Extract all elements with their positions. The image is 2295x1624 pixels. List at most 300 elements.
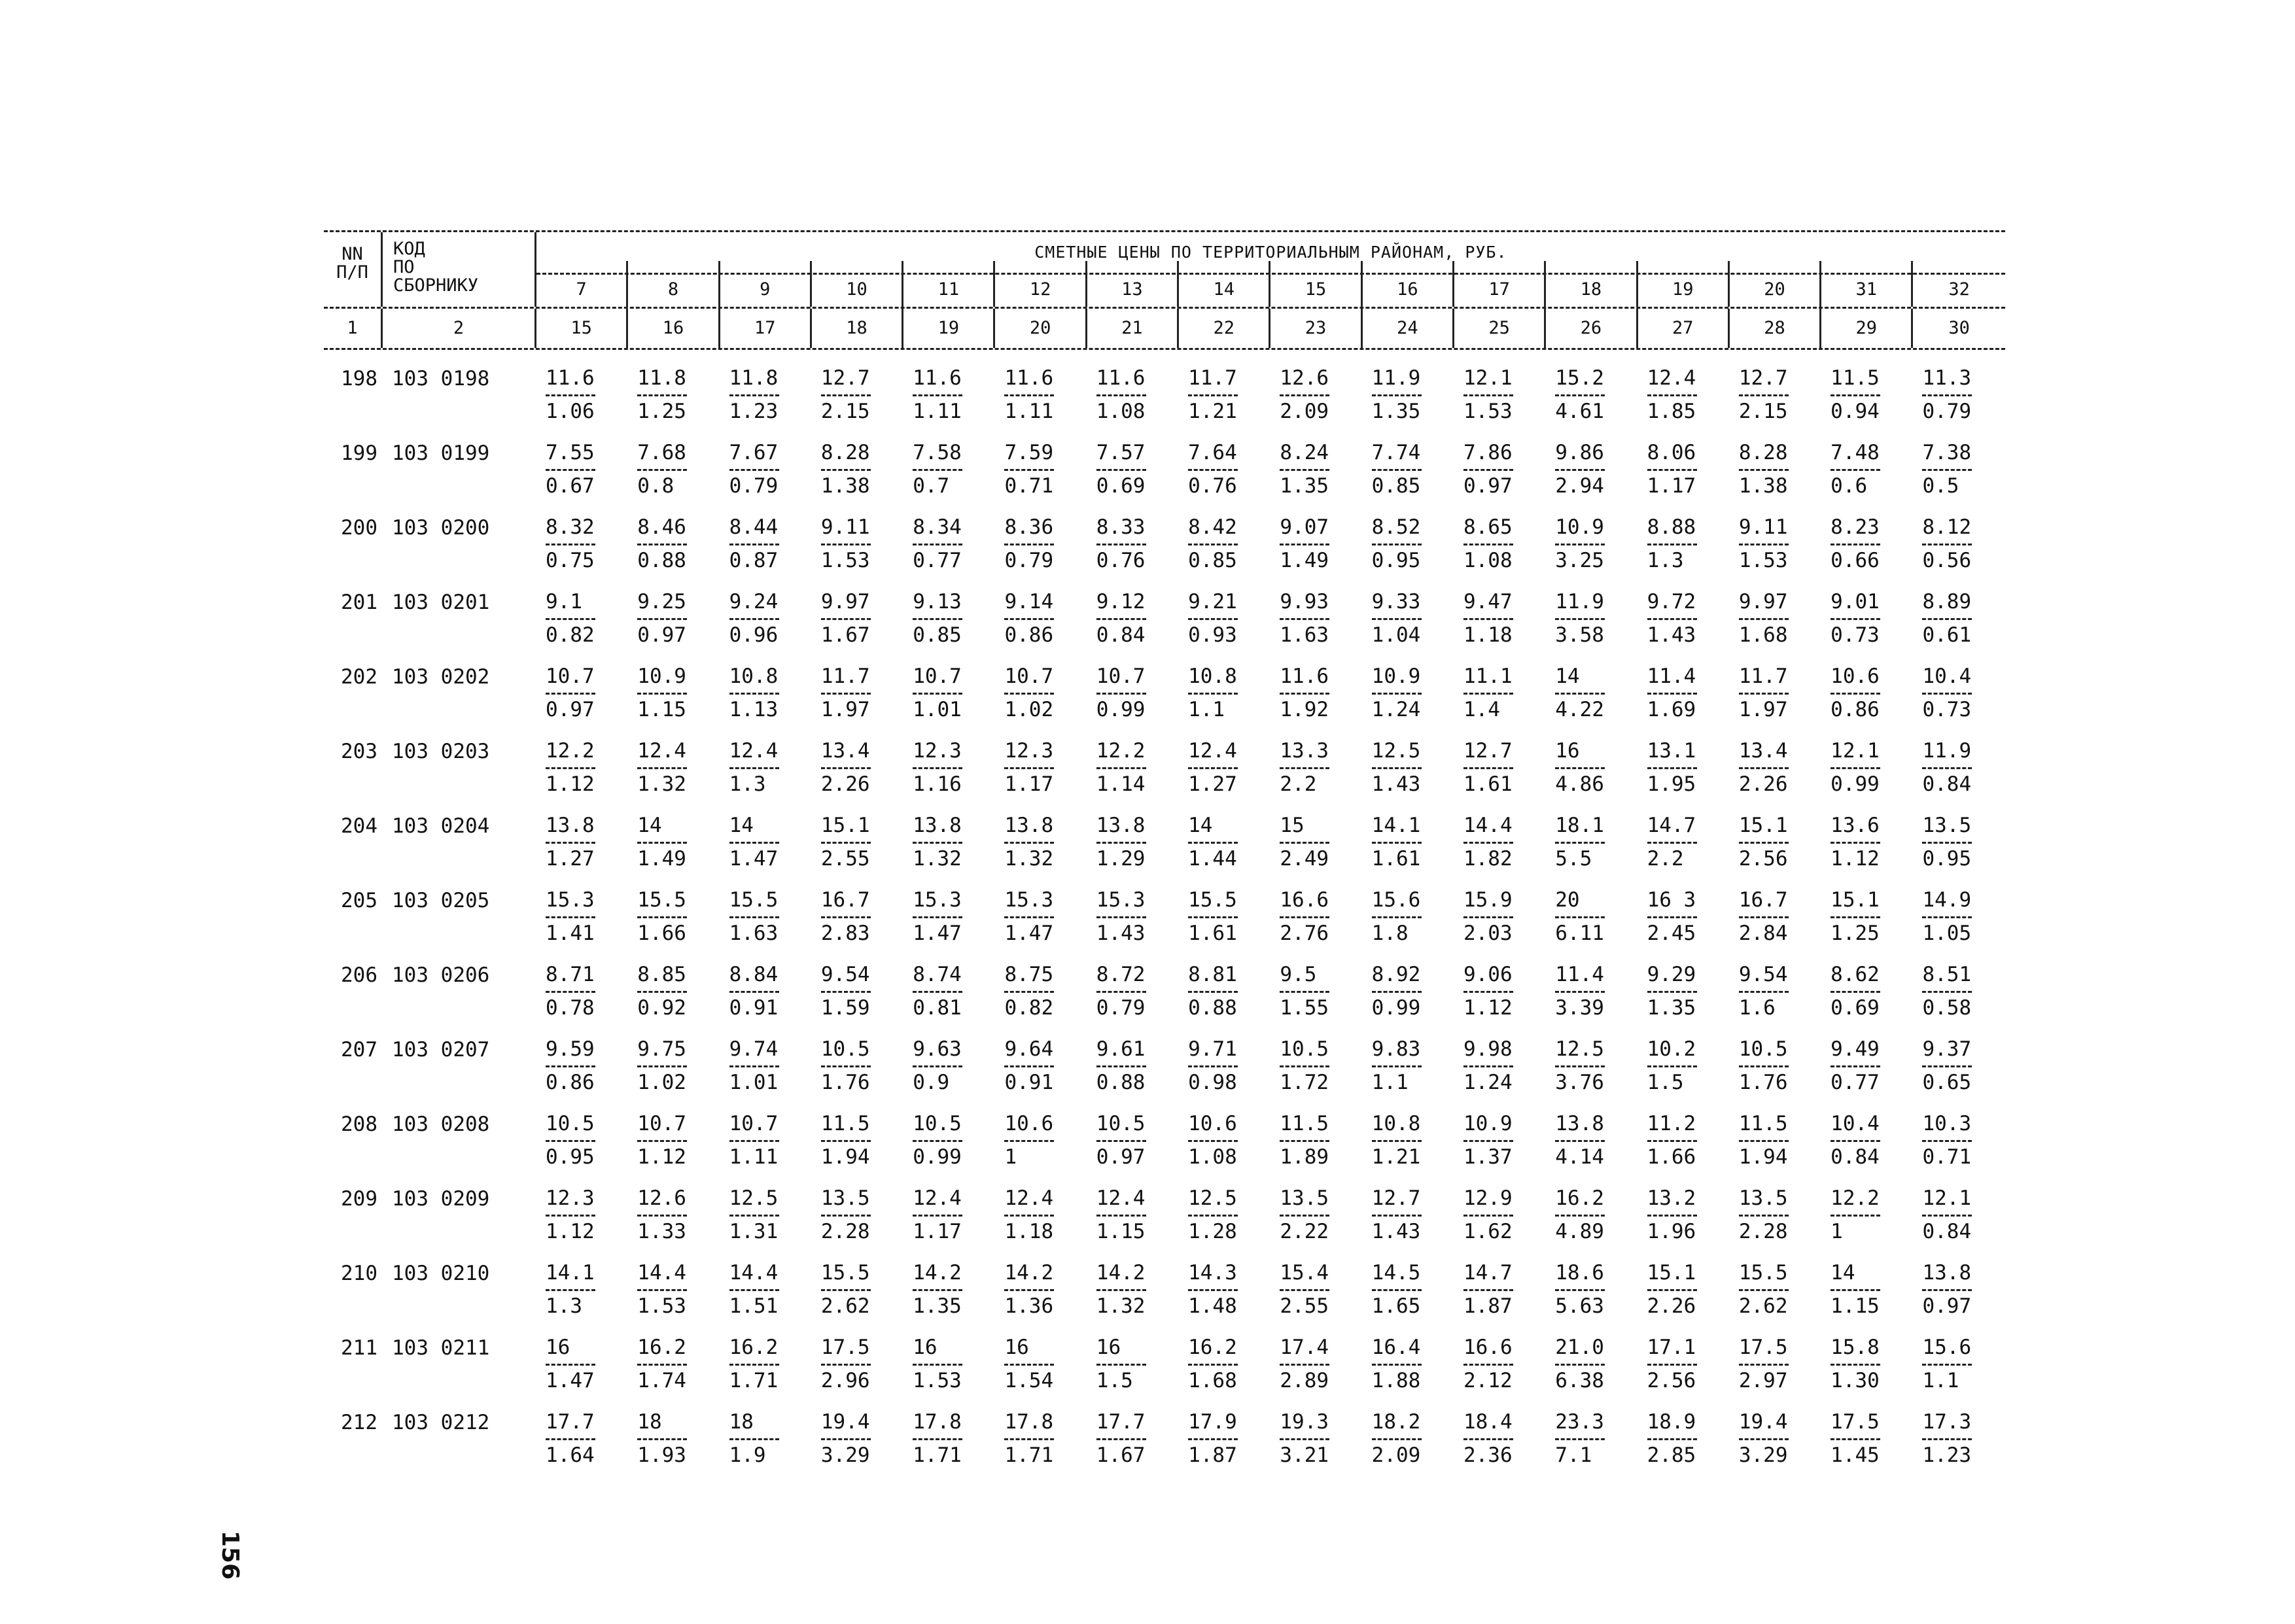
price-cell <box>1454 727 1546 801</box>
region-number: 8 <box>628 261 720 307</box>
price-cell <box>903 1174 995 1249</box>
price-denominator: 0.73 <box>1831 623 1880 647</box>
price-numerator: 8.65 <box>1463 515 1513 539</box>
price-numerator: 9.33 <box>1371 590 1421 613</box>
price-denominator: 2.36 <box>1463 1443 1513 1467</box>
price-cell <box>1179 503 1270 578</box>
fraction-bar <box>1463 544 1513 545</box>
row-number: 204 <box>341 814 377 838</box>
price-numerator: 14.4 <box>637 1261 686 1285</box>
price-numerator: 16.7 <box>820 888 870 912</box>
price-numerator: 20 <box>1555 888 1580 912</box>
price-denominator: 1.11 <box>913 400 962 423</box>
price-numerator: 15.2 <box>1555 366 1604 390</box>
fraction-bar <box>1831 991 1880 993</box>
price-denominator: 0.6 <box>1831 474 1868 498</box>
price-cell <box>995 652 1087 727</box>
fraction-bar <box>1463 916 1513 918</box>
fraction-bar <box>1096 1215 1146 1217</box>
fraction-bar <box>1739 1140 1789 1142</box>
price-numerator: 13.5 <box>820 1186 870 1210</box>
fraction-bar <box>546 618 595 620</box>
fraction-bar <box>1188 618 1238 620</box>
price-denominator: 2.55 <box>1280 1294 1329 1318</box>
regions-title-rule <box>536 273 2005 275</box>
price-denominator: 0.86 <box>1004 623 1054 647</box>
price-denominator: 1.82 <box>1463 847 1513 871</box>
fraction-bar <box>1096 767 1146 769</box>
price-cell <box>1087 1249 1179 1323</box>
price-cell <box>1730 876 1821 950</box>
table-row <box>324 1323 2005 1398</box>
price-denominator: 1.12 <box>1463 996 1513 1020</box>
price-cell <box>995 428 1087 503</box>
fraction-bar <box>1831 1289 1880 1291</box>
price-cell <box>1363 1174 1454 1249</box>
region-number: 11 <box>903 261 995 307</box>
fraction-bar <box>546 842 595 844</box>
price-cell <box>1913 1323 2005 1398</box>
price-numerator: 10.3 <box>1922 1112 1972 1135</box>
price-denominator: 2.76 <box>1280 922 1329 945</box>
fraction-bar <box>637 1364 687 1366</box>
price-numerator: 10.8 <box>729 665 779 688</box>
price-cell <box>1270 1025 1362 1099</box>
fraction-bar <box>1463 842 1513 844</box>
fraction-bar <box>729 842 779 844</box>
price-cell <box>1638 801 1730 876</box>
price-cell <box>628 950 720 1025</box>
price-cell <box>1179 1025 1270 1099</box>
fraction-bar <box>637 618 687 620</box>
price-denominator: 1.94 <box>1738 1145 1788 1169</box>
table-row <box>324 503 2005 578</box>
price-numerator: 9.59 <box>546 1037 595 1061</box>
fraction-bar <box>546 991 595 993</box>
price-numerator: 15.9 <box>1463 888 1513 912</box>
price-cell <box>1363 1249 1454 1323</box>
fraction-bar <box>1372 1289 1422 1291</box>
row-code: 103 0203 <box>392 740 490 763</box>
price-denominator: 7.1 <box>1555 1443 1592 1467</box>
price-numerator: 17.5 <box>1831 1410 1880 1434</box>
fraction-bar <box>1463 394 1513 396</box>
price-numerator: 8.52 <box>1371 515 1421 539</box>
price-cell <box>903 503 995 578</box>
price-cell <box>1363 1099 1454 1174</box>
price-denominator: 1.01 <box>913 698 962 721</box>
price-denominator: 1.71 <box>913 1443 962 1467</box>
fraction-bar <box>1463 991 1513 993</box>
price-denominator: 1.85 <box>1647 400 1696 423</box>
price-denominator: 1.23 <box>1922 1443 1972 1467</box>
price-denominator: 1.04 <box>1371 623 1421 647</box>
price-numerator: 19.3 <box>1280 1410 1329 1434</box>
fraction-bar <box>1555 1438 1605 1440</box>
price-cell <box>628 1323 720 1398</box>
fraction-bar <box>637 693 687 695</box>
price-denominator: 1.54 <box>1004 1369 1054 1392</box>
price-cell <box>536 1174 628 1249</box>
price-cell <box>1638 1398 1730 1472</box>
fraction-bar <box>637 1438 687 1440</box>
price-denominator: 1.02 <box>637 1071 686 1094</box>
price-denominator: 1 <box>1831 1220 1843 1243</box>
price-denominator: 1.17 <box>913 1220 962 1243</box>
price-cell <box>1087 1398 1179 1472</box>
table-row <box>324 727 2005 801</box>
price-cell <box>720 428 812 503</box>
price-denominator: 1.06 <box>546 400 595 423</box>
price-denominator: 1.53 <box>637 1294 686 1318</box>
price-numerator: 9.61 <box>1096 1037 1146 1061</box>
price-denominator: 1.96 <box>1647 1220 1696 1243</box>
price-denominator: 1.08 <box>1188 1145 1237 1169</box>
price-numerator: 11.2 <box>1647 1112 1696 1135</box>
price-numerator: 11.5 <box>1280 1112 1329 1135</box>
price-cell <box>1821 876 1913 950</box>
price-denominator: 1.3 <box>546 1294 582 1318</box>
price-numerator: 15.1 <box>1831 888 1880 912</box>
price-cell <box>628 876 720 950</box>
fraction-bar <box>1004 1215 1054 1217</box>
price-cell <box>995 354 1087 428</box>
fraction-bar <box>1739 544 1789 545</box>
fraction-bar <box>546 1289 595 1291</box>
price-denominator: 1.97 <box>1738 698 1788 721</box>
price-denominator: 0.81 <box>913 996 962 1020</box>
price-numerator: 12.2 <box>1831 1186 1880 1210</box>
price-numerator: 14.4 <box>729 1261 779 1285</box>
price-cell <box>1730 950 1821 1025</box>
price-denominator: 0.66 <box>1831 549 1880 572</box>
row-code: 103 0206 <box>392 963 490 987</box>
price-cell <box>628 727 720 801</box>
fraction-bar <box>546 1364 595 1366</box>
fraction-bar <box>913 394 962 396</box>
price-cell <box>1546 1398 1638 1472</box>
price-cell <box>1638 876 1730 950</box>
price-denominator: 1.38 <box>1738 474 1788 498</box>
fraction-bar <box>1831 544 1880 545</box>
price-cell <box>995 1025 1087 1099</box>
fraction-bar <box>1280 1289 1329 1291</box>
price-numerator: 8.46 <box>637 515 686 539</box>
price-denominator: 0.97 <box>1463 474 1513 498</box>
price-cell <box>1087 503 1179 578</box>
price-cell <box>1546 1249 1638 1323</box>
price-numerator: 18.2 <box>1371 1410 1421 1434</box>
price-numerator: 16.4 <box>1371 1336 1421 1359</box>
fraction-bar <box>1647 544 1697 545</box>
row-number: 200 <box>341 516 377 540</box>
price-cell <box>536 876 628 950</box>
fraction-bar <box>1096 544 1146 545</box>
price-cell <box>628 1099 720 1174</box>
price-numerator: 10.6 <box>1831 665 1880 688</box>
price-numerator: 9.63 <box>913 1037 962 1061</box>
fraction-bar <box>1922 916 1972 918</box>
price-denominator: 0.9 <box>913 1071 950 1094</box>
price-denominator: 1.47 <box>729 847 779 871</box>
price-numerator: 8.28 <box>820 441 870 464</box>
price-numerator: 13.5 <box>1922 814 1972 837</box>
table-row <box>324 876 2005 950</box>
price-numerator: 10.5 <box>1280 1037 1329 1061</box>
price-numerator: 14.9 <box>1922 888 1972 912</box>
price-cell <box>903 652 995 727</box>
row-code: 103 0212 <box>392 1411 490 1434</box>
price-numerator: 9.83 <box>1371 1037 1421 1061</box>
price-numerator: 17.8 <box>1004 1410 1054 1434</box>
price-denominator: 0.88 <box>1096 1071 1146 1094</box>
fraction-bar <box>821 1140 871 1142</box>
fraction-bar <box>1555 693 1605 695</box>
table-row <box>324 1174 2005 1249</box>
price-denominator: 0.97 <box>1096 1145 1146 1169</box>
index-2: 2 <box>383 309 536 348</box>
header-nn: NN П/П <box>324 232 383 295</box>
price-cell <box>995 1174 1087 1249</box>
region-number: 17 <box>1454 261 1546 307</box>
price-denominator: 2.03 <box>1463 922 1513 945</box>
price-cell <box>1638 1025 1730 1099</box>
price-cell <box>720 503 812 578</box>
price-denominator: 0.99 <box>1371 996 1421 1020</box>
fraction-bar <box>1004 1065 1054 1067</box>
price-cell <box>1179 801 1270 876</box>
price-cell <box>1270 503 1362 578</box>
price-numerator: 9.12 <box>1096 590 1146 613</box>
fraction-bar <box>1922 1364 1972 1366</box>
price-numerator: 15.5 <box>1188 888 1237 912</box>
fraction-bar <box>1739 1438 1789 1440</box>
column-index: 16 <box>628 309 720 348</box>
price-denominator: 0.84 <box>1831 1145 1880 1169</box>
price-numerator: 8.74 <box>913 963 962 986</box>
price-numerator: 10.5 <box>1738 1037 1788 1061</box>
price-cell <box>720 801 812 876</box>
price-numerator: 11.4 <box>1647 665 1696 688</box>
price-denominator: 0.79 <box>1004 549 1054 572</box>
price-numerator: 8.51 <box>1922 963 1972 986</box>
price-numerator: 21.0 <box>1555 1336 1604 1359</box>
table-row <box>324 652 2005 727</box>
price-numerator: 11.3 <box>1922 366 1972 390</box>
price-numerator: 13.6 <box>1831 814 1880 837</box>
price-denominator: 2.85 <box>1647 1443 1696 1467</box>
fraction-bar <box>546 1215 595 1217</box>
price-numerator: 7.38 <box>1922 441 1972 464</box>
price-cell <box>1821 1249 1913 1323</box>
price-denominator: 2.15 <box>1738 400 1788 423</box>
price-cell <box>1179 1323 1270 1398</box>
row-number: 207 <box>341 1038 377 1062</box>
price-numerator: 7.68 <box>637 441 686 464</box>
price-numerator: 14.1 <box>1371 814 1421 837</box>
price-numerator: 9.06 <box>1463 963 1513 986</box>
price-denominator: 3.29 <box>820 1443 870 1467</box>
price-cell <box>1270 428 1362 503</box>
price-cell <box>1730 428 1821 503</box>
price-numerator: 15.1 <box>1738 814 1788 837</box>
fraction-bar <box>1188 1289 1238 1291</box>
price-numerator: 8.71 <box>546 963 595 986</box>
price-denominator: 0.95 <box>546 1145 595 1169</box>
fraction-bar <box>821 767 871 769</box>
price-denominator: 1.64 <box>546 1443 595 1467</box>
price-cell <box>536 1323 628 1398</box>
price-numerator: 8.28 <box>1738 441 1788 464</box>
fraction-bar <box>1739 1215 1789 1217</box>
price-numerator: 9.21 <box>1188 590 1237 613</box>
fraction-bar <box>1463 1364 1513 1366</box>
price-numerator: 9.37 <box>1922 1037 1972 1061</box>
price-numerator: 7.55 <box>546 441 595 464</box>
price-denominator: 1.62 <box>1463 1220 1513 1243</box>
price-denominator: 1.45 <box>1831 1443 1880 1467</box>
price-numerator: 8.84 <box>729 963 779 986</box>
price-denominator: 3.29 <box>1738 1443 1788 1467</box>
price-numerator: 11.5 <box>820 1112 870 1135</box>
price-cell <box>995 1398 1087 1472</box>
price-denominator: 0.99 <box>1096 698 1146 721</box>
price-denominator: 2.15 <box>820 400 870 423</box>
price-denominator: 1 <box>1004 1145 1017 1169</box>
price-numerator: 11.9 <box>1371 366 1421 390</box>
fraction-bar <box>913 991 962 993</box>
price-cell <box>1179 1099 1270 1174</box>
price-numerator: 18 <box>729 1410 754 1434</box>
price-denominator: 2.49 <box>1280 847 1329 871</box>
price-cell <box>628 1174 720 1249</box>
price-denominator: 1.08 <box>1463 549 1513 572</box>
price-cell <box>1546 1099 1638 1174</box>
price-numerator: 8.23 <box>1831 515 1880 539</box>
fraction-bar <box>546 767 595 769</box>
fraction-bar <box>1280 618 1329 620</box>
price-cell <box>720 1249 812 1323</box>
price-numerator: 9.74 <box>729 1037 779 1061</box>
price-denominator: 4.61 <box>1555 400 1604 423</box>
price-denominator: 1.5 <box>1096 1369 1133 1392</box>
fraction-bar <box>913 1140 962 1142</box>
fraction-bar <box>1647 767 1697 769</box>
price-numerator: 12.4 <box>1004 1186 1054 1210</box>
price-cell <box>536 1398 628 1472</box>
price-numerator: 8.24 <box>1280 441 1329 464</box>
row-code: 103 0211 <box>392 1336 490 1360</box>
price-cell <box>1454 1099 1546 1174</box>
price-numerator: 15.8 <box>1831 1336 1880 1359</box>
fraction-bar <box>821 1215 871 1217</box>
price-cell <box>1270 727 1362 801</box>
price-denominator: 1.21 <box>1188 400 1237 423</box>
fraction-bar <box>1647 916 1697 918</box>
price-numerator: 9.13 <box>913 590 962 613</box>
price-numerator: 8.81 <box>1188 963 1237 986</box>
price-numerator: 12.9 <box>1463 1186 1513 1210</box>
fraction-bar <box>1739 1065 1789 1067</box>
price-denominator: 1.27 <box>1188 772 1237 796</box>
price-numerator: 15.1 <box>820 814 870 837</box>
price-numerator: 8.89 <box>1922 590 1972 613</box>
price-numerator: 7.86 <box>1463 441 1513 464</box>
row-number: 212 <box>341 1411 377 1434</box>
price-numerator: 15.6 <box>1922 1336 1972 1359</box>
price-denominator: 1.61 <box>1371 847 1421 871</box>
price-denominator: 0.65 <box>1922 1071 1972 1094</box>
price-cell <box>903 428 995 503</box>
price-numerator: 10.2 <box>1647 1037 1696 1061</box>
fraction-bar <box>637 394 687 396</box>
fraction-bar <box>1188 544 1238 545</box>
price-cell <box>720 1025 812 1099</box>
fraction-bar <box>637 842 687 844</box>
price-denominator: 1.1 <box>1922 1369 1959 1392</box>
price-numerator: 10.8 <box>1188 665 1237 688</box>
fraction-bar <box>1922 1065 1972 1067</box>
fraction-bar <box>1096 1438 1146 1440</box>
price-denominator: 0.96 <box>729 623 779 647</box>
price-numerator: 14 <box>1831 1261 1855 1285</box>
row-code: 103 0204 <box>392 814 490 838</box>
price-denominator: 0.82 <box>1004 996 1054 1020</box>
price-numerator: 8.62 <box>1831 963 1880 986</box>
price-cell <box>812 578 903 652</box>
price-numerator: 10.5 <box>820 1037 870 1061</box>
price-numerator: 17.9 <box>1188 1410 1237 1434</box>
price-numerator: 12.7 <box>820 366 870 390</box>
fraction-bar <box>1096 842 1146 844</box>
price-cell <box>1454 428 1546 503</box>
price-cell <box>1638 578 1730 652</box>
price-cell <box>1270 950 1362 1025</box>
column-index-row <box>324 309 2005 348</box>
price-denominator: 0.95 <box>1371 549 1421 572</box>
price-numerator: 10.9 <box>1371 665 1421 688</box>
price-numerator: 12.3 <box>1004 739 1054 763</box>
price-numerator: 14.2 <box>1004 1261 1054 1285</box>
price-cell <box>1638 950 1730 1025</box>
fraction-bar <box>913 842 962 844</box>
fraction-bar <box>729 1289 779 1291</box>
fraction-bar <box>1280 1140 1329 1142</box>
fraction-bar <box>1463 693 1513 695</box>
fraction-bar <box>1555 1065 1605 1067</box>
price-cell <box>1638 354 1730 428</box>
fraction-bar <box>546 1065 595 1067</box>
price-cell <box>1363 1025 1454 1099</box>
fraction-bar <box>1831 1438 1880 1440</box>
column-index: 24 <box>1363 309 1454 348</box>
price-cell <box>812 950 903 1025</box>
price-numerator: 8.06 <box>1647 441 1696 464</box>
price-denominator: 0.91 <box>1004 1071 1054 1094</box>
price-denominator: 1.01 <box>729 1071 779 1094</box>
price-numerator: 15.6 <box>1371 888 1421 912</box>
price-cell <box>1087 578 1179 652</box>
price-cell <box>1638 1174 1730 1249</box>
fraction-bar <box>546 1438 595 1440</box>
fraction-bar <box>913 693 962 695</box>
price-cell <box>1270 354 1362 428</box>
price-denominator: 6.38 <box>1555 1369 1604 1392</box>
price-denominator: 1.66 <box>637 922 686 945</box>
column-index: 23 <box>1270 309 1362 348</box>
price-denominator: 0.97 <box>637 623 686 647</box>
price-cell <box>1454 1174 1546 1249</box>
